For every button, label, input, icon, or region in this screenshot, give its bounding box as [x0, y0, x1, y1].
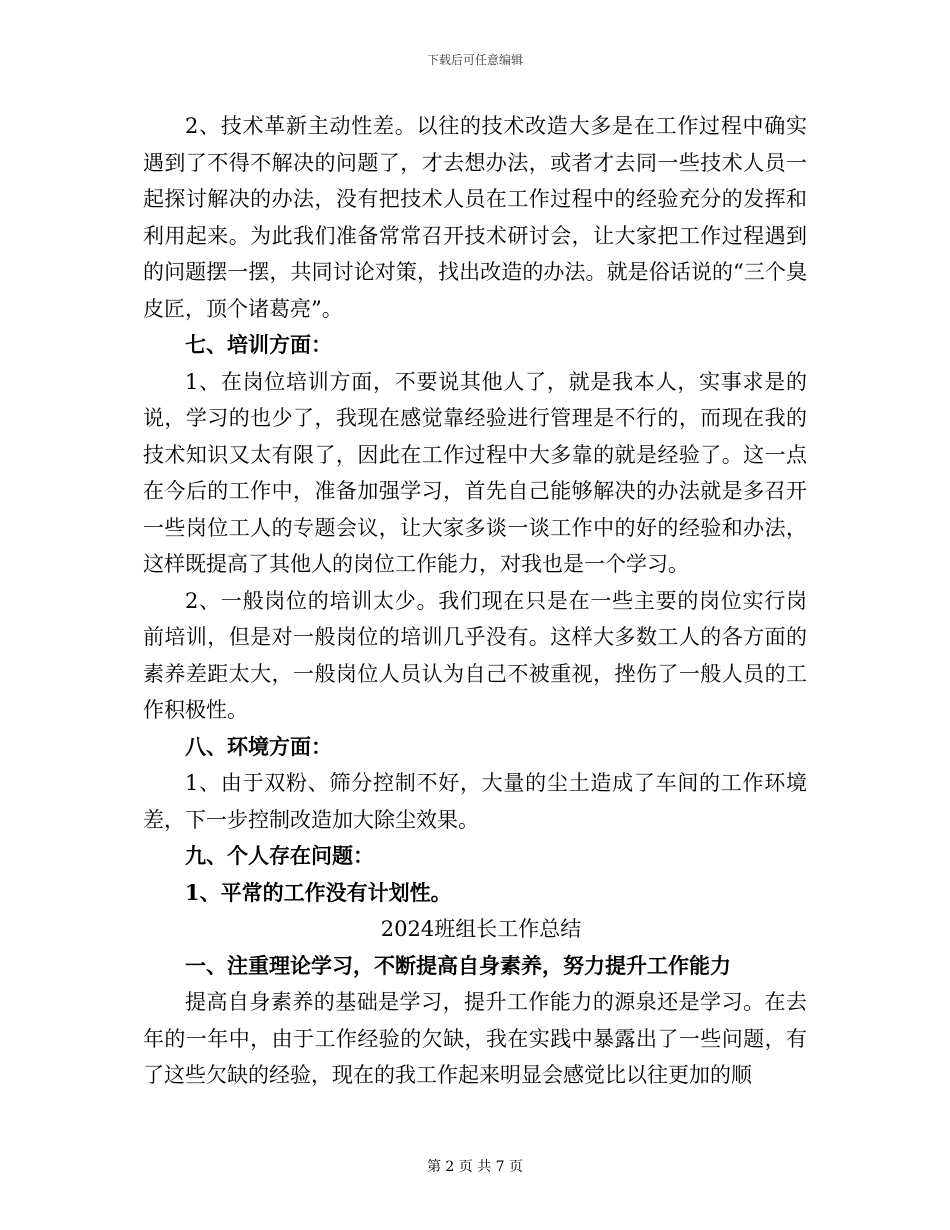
- paragraph-post-training: 1、在岗位培训方面，不要说其他人了，就是我本人，实事求是的说，学习的也少了，我现在感觉靠经验进行管理是不行的，而现在我的技术知识又太有限了，因此在工作过程中大多靠的就是经验了。这一点在今后的工作中，准备加强学习，首先自己能够解决的办法就是多召开一些岗位工人的专题会议，让大家多谈一谈工作中的好的经验和办法，这样既提高了其他人的岗位工作能力，对我也是一个学习。: [143, 369, 807, 576]
- section-heading-personal-issues: 九、个人存在问题：: [185, 843, 374, 868]
- paragraph-self-improvement: 提高自身素养的基础是学习，提升工作能力的源泉还是学习。在去年的一年中，由于工作经验的欠缺，我在实践中暴露出了一些问题，有了这些欠缺的经验，现在的我工作起来明显会感觉比以往更加的顺: [143, 990, 807, 1087]
- document-title: 2024班组长工作总结: [380, 917, 582, 941]
- section-heading-environment: 八、环境方面：: [185, 733, 332, 759]
- page-header: 下载后可任意编辑: [426, 53, 523, 67]
- page-footer: 第 2 页 共 7 页: [426, 1159, 524, 1175]
- paragraph-tech-innovation: 2、技术革新主动性差。以往的技术改造大多是在工作过程中确实遇到了不得不解决的问题了，才去想办法，或者才去同一些技术人员一起探讨解决的办法，没有把技术人员在工作过程中的经验充分的发挥和利用起来。为此我们准备常常召开技术研讨会，让大家把工作过程遇到的问题摆一摆，共同讨论对策，找出改造的办法。就是俗话说的“三个臭皮匠，顶个诸葛亮”。: [143, 114, 807, 321]
- section-heading-theory-study: 一、注重理论学习，不断提高自身素养，努力提升工作能力: [185, 952, 731, 978]
- subheading-no-plan: 1、平常的工作没有计划性。: [185, 879, 452, 905]
- section-heading-training: 七、培训方面：: [185, 332, 332, 357]
- paragraph-general-training: 2、一般岗位的培训太少。我们现在只是在一些主要的岗位实行岗前培训，但是对一般岗位的培训几乎没有。这样大多数工人的各方面的素养差距太大，一般岗位人员认为自己不被重视，挫伤了一般人员的工作积极性。: [143, 588, 807, 722]
- paragraph-environment: 1、由于双粉、筛分控制不好，大量的尘土造成了车间的工作环境差，下一步控制改造加大除尘效果。: [143, 771, 807, 832]
- document-body: [143, 108, 807, 1094]
